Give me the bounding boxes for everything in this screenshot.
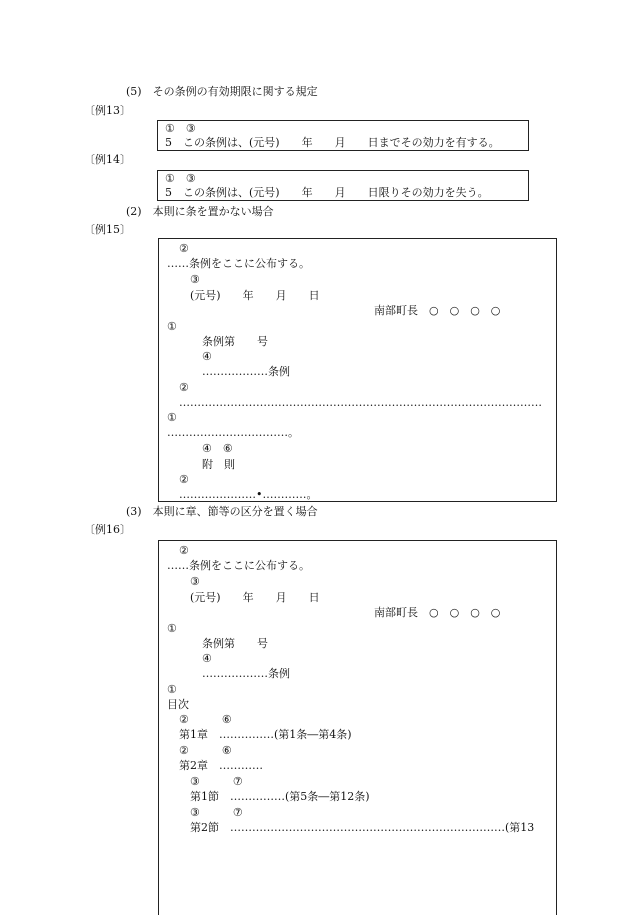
ex16-marker: ① (167, 622, 177, 635)
ex16-marker: ④ (202, 652, 212, 665)
ex15-marker: ① (167, 411, 177, 424)
ex16-marker: ② ⑥ (179, 744, 232, 757)
ex15-date: (元号) 年 月 日 (190, 289, 320, 302)
ex16-toc-section-2: 第2節 …………………………………………………………………(第13 (190, 821, 535, 834)
ex15-body-leader: ……………………………………………………………………………………… (179, 396, 542, 409)
ex16-toc-chapter-2: 第2章 ………… (179, 759, 263, 772)
ex15-body-leader: ……………………………。 (167, 426, 299, 439)
ex15-marker: ① (167, 320, 177, 333)
ex15-supplementary: 附 則 (202, 458, 235, 471)
ex16-date: (元号) 年 月 日 (190, 591, 320, 604)
example-16-label: 〔例16〕 (84, 523, 131, 536)
ex15-marker: ④ ⑥ (202, 442, 233, 455)
example-16-box (158, 540, 557, 915)
section-3-heading: (3) 本則に章、節等の区分を置く場合 (126, 505, 318, 518)
ex15-marker: ② (179, 381, 189, 394)
ex16-toc-heading: 目次 (167, 698, 189, 711)
ex16-mayor: 南部町長 ○ ○ ○ ○ (374, 606, 501, 619)
example-14-text: 5 この条例は、(元号) 年 月 日限りその効力を失う。 (165, 186, 489, 199)
ex15-ordinance-title: ………………条例 (202, 365, 290, 378)
ex16-ordinance-title: ………………条例 (202, 667, 290, 680)
ex15-mayor: 南部町長 ○ ○ ○ ○ (374, 304, 501, 317)
example-15-box (158, 238, 557, 502)
example-13-text: 5 この条例は、(元号) 年 月 日までその効力を有する。 (165, 136, 500, 149)
ex15-ordinance-number: 条例第 号 (202, 335, 268, 348)
ex15-marker: ③ (190, 273, 200, 286)
ex16-marker: ② ⑥ (179, 713, 232, 726)
ex15-marker: ④ (202, 350, 212, 363)
ex16-marker: ③ ⑦ (190, 775, 243, 788)
example-14-markers: ① ③ (165, 172, 196, 185)
example-13-label: 〔例13〕 (84, 104, 131, 117)
example-13-markers: ① ③ (165, 122, 196, 135)
example-14-label: 〔例14〕 (84, 153, 131, 166)
ex16-toc-section-1: 第1節 ……………(第5条―第12条) (190, 790, 370, 803)
ex16-marker: ② (179, 544, 189, 557)
ex15-promulgation: ……条例をここに公布する。 (167, 257, 310, 270)
ex16-toc-chapter-1: 第1章 ……………(第1条―第4条) (179, 728, 352, 741)
example-13-box (157, 120, 529, 151)
ex16-marker: ③ ⑦ (190, 806, 243, 819)
ex16-marker: ③ (190, 575, 200, 588)
ex16-marker: ① (167, 683, 177, 696)
section-2-heading: (2) 本則に条を置かない場合 (126, 205, 274, 218)
ex15-body-leader: …………………•…………。 (179, 488, 318, 501)
section-5-heading: (5) その条例の有効期限に関する規定 (126, 85, 318, 98)
ex16-ordinance-number: 条例第 号 (202, 637, 268, 650)
example-15-label: 〔例15〕 (84, 223, 131, 236)
ex15-marker: ② (179, 242, 189, 255)
ex16-promulgation: ……条例をここに公布する。 (167, 559, 310, 572)
example-14-box (157, 170, 529, 201)
ex15-marker: ② (179, 473, 189, 486)
